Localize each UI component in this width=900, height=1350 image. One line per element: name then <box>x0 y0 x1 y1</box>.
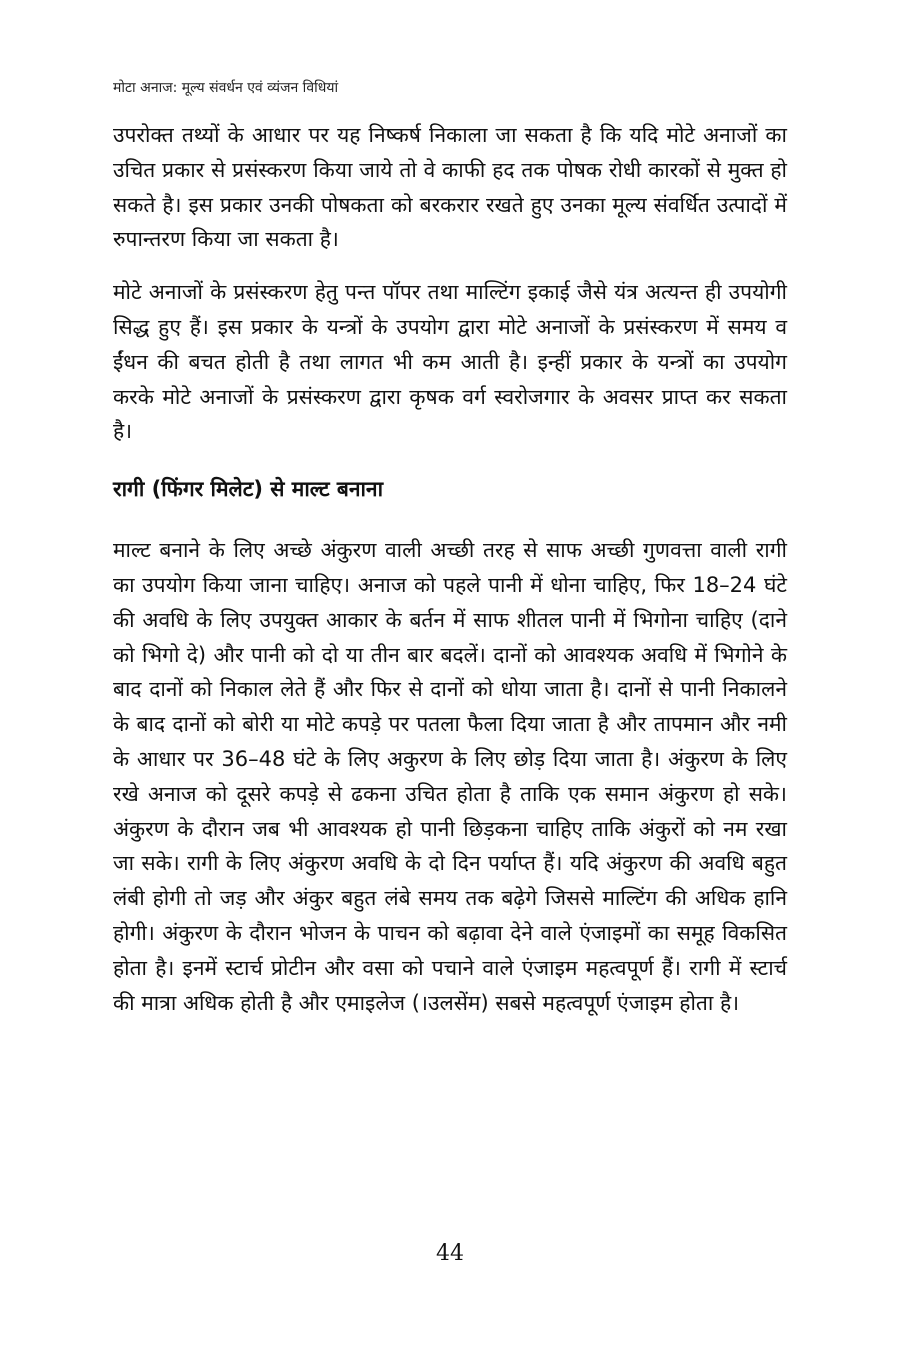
paragraph-ragi-malt-method: माल्ट बनाने के लिए अच्छे अंकुरण वाली अच्छी तरह से साफ अच्छी गुणवत्ता वाली रागी का उपयोग किया जाना चाहिए। अनाज को पहले पानी में धोना चाहिए, फिर 18–24 घंटे की अवधि के लिए उपयुक्त आकार के बर्तन में साफ शीतल पानी में भिगोना चाहिए (दाने को भिगो दे) और पानी को दो या तीन बार बदलें। दानों को आवश्यक अवधि में भिगोने के बाद दानों को निकाल लेते हैं और फिर से दानों को धोया जाता है। दानों से पानी निकालने के बाद दानों को बोरी या मोटे कपड़े पर पतला फैला दिया जाता है और तापमान और नमी के आधार पर 36–48 घंटे के लिए अकुरण के लिए छोड़ दिया जाता है। अंकुरण के लिए रखे अनाज को दूसरे कपड़े से ढकना उचित होता है ताकि एक समान अंकुरण हो सके। अंकुरण के दौरान जब भी आवश्यक हो पानी छिड़कना चाहिए ताकि अंकुरों को नम रखा जा सके। रागी के लिए अंकुरण अवधि के दो दिन पर्याप्त हैं। यदि अंकुरण की अवधि बहुत लंबी होगी तो जड़ और अंकुर बहुत लंबे समय तक बढ़ेगे जिससे माल्टिंग की अधिक हानि होगी। अंकुरण के दौरान भोजन के पाचन को बढ़ावा देने वाले एंजाइमों का समूह विकसित होता है। इनमें स्टार्च प्रोटीन और वसा को पचाने वाले एंजाइम महत्वपूर्ण हैं। रागी में स्टार्च की मात्रा अधिक होती है और एमाइलेज (।उलसेंम) सबसे महत्वपूर्ण एंजाइम होता है। <box>113 538 787 1015</box>
paragraph-processing-conclusion: उपरोक्त तथ्यों के आधार पर यह निष्कर्ष निकाला जा सकता है कि यदि मोटे अनाजों का उचित प्रकार से प्रसंस्करण किया जाये तो वे काफी हद तक पोषक रोधी कारकों से मुक्त हो सकते है। इस प्रकार उनकी पोषकता को बरकरार रखते हुए उनका मूल्य संवर्धित उत्पादों में रुपान्तरण किया जा सकता है। <box>113 123 787 252</box>
page-number: 44 <box>436 1241 464 1266</box>
running-header: मोटा अनाज: मूल्य संवर्धन एवं व्यंजन विधियां <box>113 80 339 96</box>
section-heading: रागी (फिंगर मिलेट) से माल्ट बनाना <box>113 477 384 502</box>
body-text <box>113 118 787 1020</box>
paragraph-processing-machines: मोटे अनाजों के प्रसंस्करण हेतु पन्त पॉपर तथा माल्टिंग इकाई जैसे यंत्र अत्यन्त ही उपयोगी सिद्ध हुए हैं। इस प्रकार के यन्त्रों के उपयोग द्वारा मोटे अनाजों के प्रसंस्करण में समय व ईंधन की बचत होती है तथा लागत भी कम आती है। इन्हीं प्रकार के यन्त्रों का उपयोग करके मोटे अनाजों के प्रसंस्करण द्वारा कृषक वर्ग स्वरोजगार के अवसर प्राप्त कर सकता है। <box>113 280 787 444</box>
